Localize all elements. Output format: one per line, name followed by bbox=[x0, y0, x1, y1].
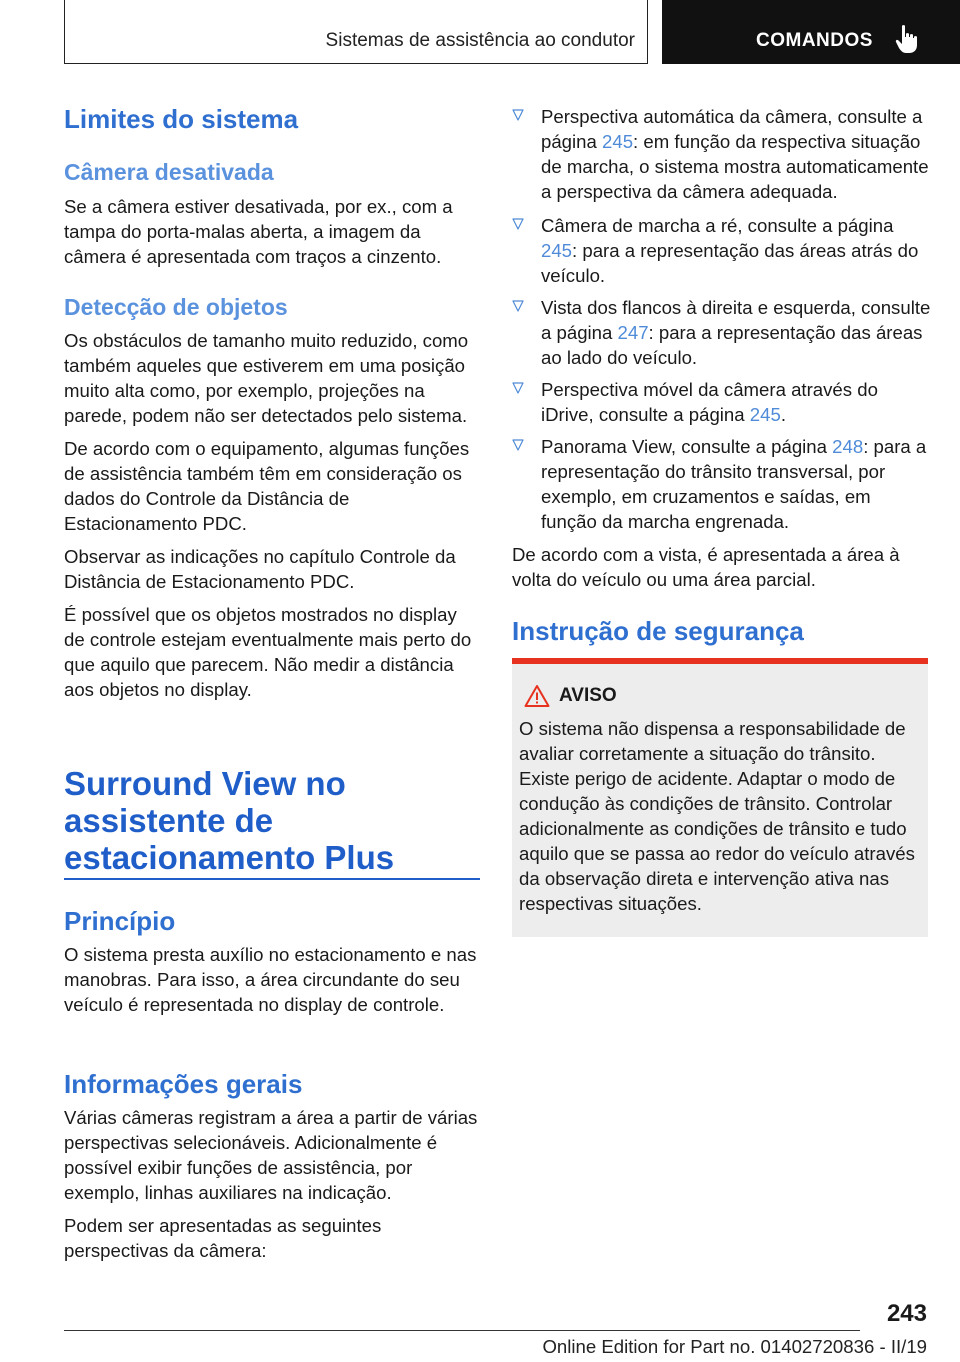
edition-note: Online Edition for Part no. 01402720836 - II/19 bbox=[542, 1336, 927, 1357]
list-item-post: : para a representação das áreas ao lado do veículo. bbox=[541, 322, 923, 368]
detection-heading: Detecção de objetos bbox=[64, 294, 288, 320]
section-header-box bbox=[64, 0, 648, 64]
list-item-text bbox=[541, 104, 931, 204]
bullet-triangle-icon bbox=[512, 108, 524, 122]
list-item-post: : para a representação das áreas atrás do veículo. bbox=[541, 240, 919, 286]
chapter-tab[interactable] bbox=[662, 0, 960, 64]
page-link[interactable]: 245 bbox=[749, 404, 781, 425]
list-item-post: : para a representação do trânsito transversal, por exemplo, em cruzamentos e saídas, em função da marcha engrenada. bbox=[541, 436, 927, 532]
list-item-pre: Câmera de marcha a ré, consulte a página bbox=[541, 215, 894, 236]
safety-heading: Instrução de segurança bbox=[512, 616, 804, 646]
general-info-paragraph: Várias câmeras registram a área a partir de várias perspectivas selecionáveis. Adicionalmente é possível exibir funções de assistência, por exemplo, linhas auxiliares na indicação. bbox=[64, 1107, 478, 1203]
general-info-paragraph: Podem ser apresentadas as seguintes perspectivas da câmera: bbox=[64, 1215, 382, 1261]
detection-paragraph: É possível que os objetos mostrados no display de controle estejam eventualmente mais perto do que aquilo que parecem. Não medir a distância aos objetos no display. bbox=[64, 604, 472, 700]
list-item-post: . bbox=[780, 404, 786, 425]
list-item-text bbox=[541, 295, 931, 370]
chapter-label: COMANDOS bbox=[756, 30, 873, 51]
page-link[interactable]: 247 bbox=[617, 322, 649, 343]
list-item-pre: Panorama View, consulte a página bbox=[541, 436, 833, 457]
bullet-triangle-icon bbox=[512, 381, 524, 395]
section-title: Sistemas de assistência ao condutor bbox=[325, 30, 635, 51]
detection-paragraph: Os obstáculos de tamanho muito reduzido, como também aqueles que estiverem em uma posição muito alta como, por exemplo, projeções na parede, podem não ser detectados pelo sistema. bbox=[64, 330, 469, 426]
after-list-text: De acordo com a vista, é apresentada a área à volta do veículo ou uma área parcial. bbox=[512, 544, 900, 590]
page-link[interactable]: 248 bbox=[832, 436, 864, 457]
footer-divider bbox=[64, 1330, 860, 1331]
bullet-triangle-icon bbox=[512, 438, 524, 452]
detection-paragraph: De acordo com o equipamento, algumas funções de assistência também têm em consideração os dados do Controle da Distância de Estacionamento PDC. bbox=[64, 438, 470, 534]
bullet-triangle-icon bbox=[512, 217, 524, 231]
principle-heading: Princípio bbox=[64, 906, 176, 936]
title-line: assistente de bbox=[64, 802, 274, 839]
warning-title: AVISO bbox=[559, 685, 617, 706]
title-line: Surround View no bbox=[64, 765, 346, 802]
list-item-post: : em função da respectiva situação de marcha, o sistema mostra automaticamente a perspectiva da câmera adequada. bbox=[541, 131, 929, 202]
page-link[interactable]: 245 bbox=[602, 131, 634, 152]
general-info-heading: Informações gerais bbox=[64, 1069, 303, 1099]
title-line: estacionamento Plus bbox=[64, 839, 395, 876]
warning-bar bbox=[512, 658, 928, 664]
warning-text: O sistema não dispensa a responsabilidade de avaliar corretamente a situação do trânsito. Existe perigo de acidente. Adaptar o modo de condução às condições de trânsito. Controlar adicionalmente as condições de trânsito e tudo aquilo que se passa ao redor do veículo através da observação direta e intervenção ativa nas respectivas situações. bbox=[519, 718, 915, 914]
camera-off-text: Se a câmera estiver desativada, por ex., com a tampa do porta-malas aberta, a imagem da câmera é apresentada com traços a cinzento. bbox=[64, 196, 453, 267]
page-link[interactable]: 245 bbox=[541, 240, 573, 261]
list-item-pre: Perspectiva móvel da câmera através do iDrive, consulte a página bbox=[541, 379, 878, 425]
pointing-hand-icon bbox=[895, 24, 919, 54]
page-number: 243 bbox=[886, 1300, 927, 1327]
page-header bbox=[0, 0, 960, 66]
warning-box bbox=[512, 658, 928, 937]
principle-text: O sistema presta auxílio no estacionamento e nas manobras. Para isso, a área circundante do seu veículo é representada no display de controle. bbox=[64, 944, 477, 1015]
limits-heading: Limites do sistema bbox=[64, 104, 299, 134]
camera-off-heading: Câmera desativada bbox=[64, 159, 274, 185]
detection-paragraph: Observar as indicações no capítulo Controle da Distância de Estacionamento PDC. bbox=[64, 546, 456, 592]
list-item-text bbox=[541, 434, 931, 534]
list-item-text bbox=[541, 377, 931, 427]
list-item-text bbox=[541, 213, 931, 288]
surround-view-title bbox=[64, 765, 394, 876]
bullet-triangle-icon bbox=[512, 299, 524, 313]
title-underline bbox=[64, 878, 480, 880]
warning-triangle-icon bbox=[524, 684, 550, 708]
list-item-pre: Perspectiva automática da câmera, consulte a página bbox=[541, 106, 923, 152]
list-item-pre: Vista dos flancos à direita e esquerda, consulte a página bbox=[541, 297, 931, 343]
